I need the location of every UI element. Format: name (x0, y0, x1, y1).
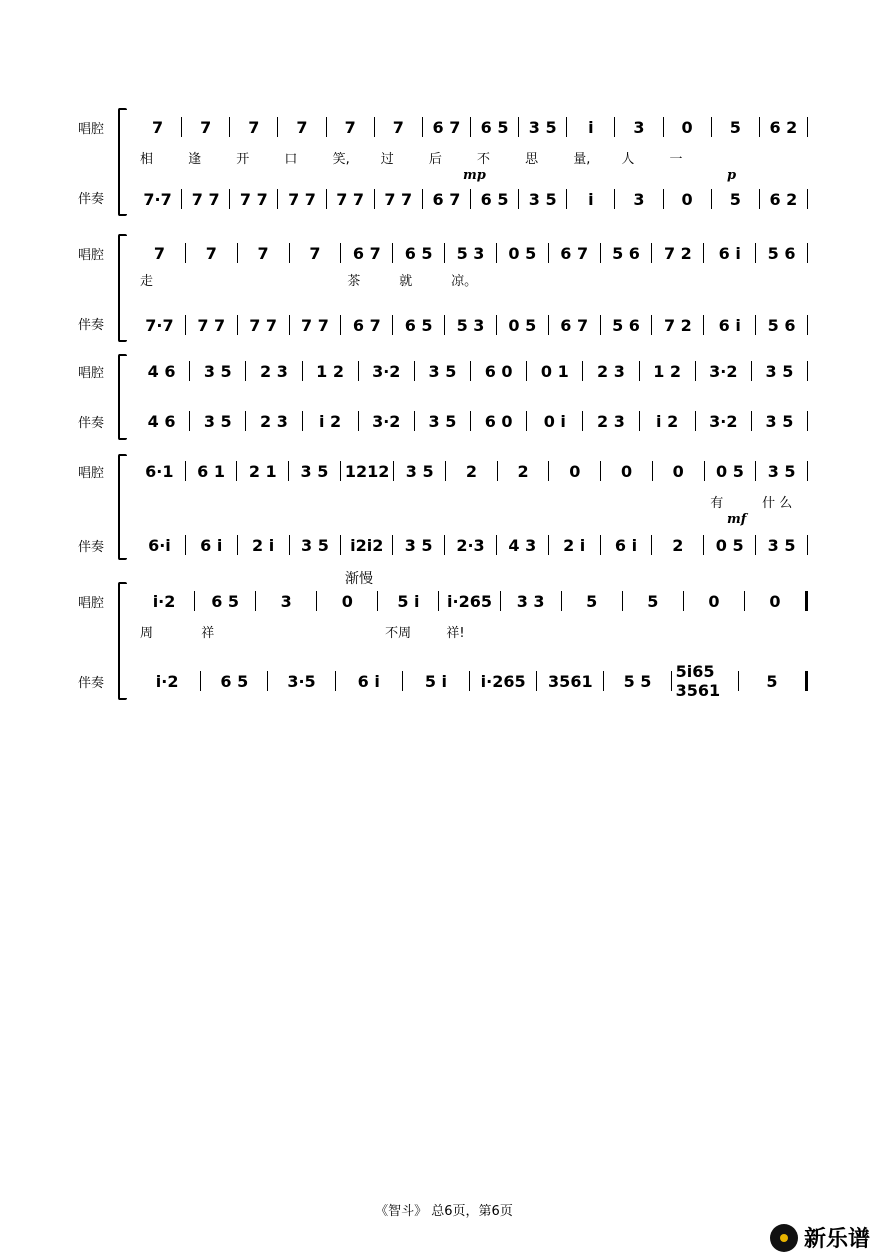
measure: 5 6 (767, 243, 796, 263)
accomp-row (134, 662, 808, 700)
system-2 (0, 226, 888, 346)
measure: 3 5 (300, 461, 329, 481)
measure: 1 2 (653, 361, 682, 381)
measure: 5 i (424, 671, 447, 691)
measure: 1212 (344, 461, 390, 481)
system-brace (118, 354, 127, 440)
measure: 6·i (148, 535, 171, 555)
lyric-syllable: 过 (380, 152, 394, 167)
measure: 3 5 (301, 535, 329, 555)
measure: 0 (672, 461, 684, 481)
logo-text: 新乐谱 (803, 1227, 870, 1252)
lyric-syllable: 口 (284, 152, 298, 167)
measure: 7 (248, 117, 260, 137)
tempo-marking: 渐慢 (345, 571, 373, 587)
measure: 7 (200, 117, 212, 137)
measure: 6 5 (480, 189, 509, 209)
measure: 3·2 (709, 411, 738, 431)
measure: 6 7 (432, 189, 461, 209)
lyric-syllable (652, 270, 704, 289)
accomp-row (134, 188, 808, 210)
measure: i·2 (155, 671, 179, 691)
barline (805, 671, 808, 691)
lyric-syllable (257, 622, 318, 641)
system-brace (118, 234, 127, 342)
measure: 7 7 (288, 189, 316, 209)
lyric-syllable (186, 492, 238, 511)
system-brace (118, 454, 127, 560)
measure: 7 (392, 117, 404, 137)
measure: 0 (769, 591, 781, 611)
measure: 6 5 (220, 671, 249, 691)
measure: i 2 (656, 411, 679, 431)
barline (807, 535, 808, 555)
measure: 6 5 (404, 243, 433, 263)
lyric-syllable (186, 270, 238, 289)
system-brace (118, 108, 127, 216)
measure: i2i2 (350, 535, 384, 555)
dynamic-p: p (727, 168, 737, 183)
voice-row (134, 590, 808, 612)
measure: 3 5 (203, 411, 232, 431)
lyrics-row (134, 148, 808, 167)
lyric-syllable: 祥 (201, 626, 215, 641)
measure: 5 3 (456, 315, 485, 335)
lyric-syllable (497, 270, 549, 289)
measure: 6·1 (145, 461, 174, 481)
measure: 7 (344, 117, 356, 137)
measure: 0 (569, 461, 581, 481)
measure: 0 5 (715, 535, 744, 555)
accomp-part-label: 伴奏 (78, 540, 105, 555)
measure: 6 2 (769, 117, 798, 137)
measure: 2 i (563, 535, 586, 555)
measure: 7 7 (239, 189, 268, 209)
system-1 (0, 100, 888, 220)
measure: 3·2 (372, 361, 401, 381)
measure: 6 0 (484, 361, 513, 381)
lyric-syllable: 思 (525, 152, 539, 167)
lyrics-row (134, 492, 808, 511)
measure: 7 (205, 243, 217, 263)
lyric-syllable (601, 492, 653, 511)
measure: 4 6 (147, 411, 176, 431)
site-logo (770, 1222, 870, 1253)
measure: 7 2 (663, 243, 692, 263)
lyric-syllable (747, 622, 808, 641)
barline (807, 117, 808, 137)
lyric-syllable: 开 (236, 152, 250, 167)
measure: 7 7 (384, 189, 413, 209)
lyric-syllable (704, 270, 756, 289)
measure: 6 i (357, 671, 380, 691)
measure: 6 5 (211, 591, 240, 611)
measure: 6 5 (480, 117, 509, 137)
voice-row (134, 116, 808, 138)
lyric-syllable: 不周 (385, 626, 412, 641)
lyric-syllable (238, 492, 290, 511)
measure: 7·7 (143, 189, 172, 209)
measure: 3 5 (528, 117, 557, 137)
measure: 4 3 (508, 535, 537, 555)
measure: 7 (152, 117, 164, 137)
measure: 5 3 (456, 243, 485, 263)
measure: 3 (280, 591, 292, 611)
voice-part-label: 唱腔 (78, 248, 105, 263)
measure: 7 7 (249, 315, 278, 335)
lyric-syllable (756, 270, 808, 289)
barline (807, 361, 808, 381)
measure: 3561 (548, 671, 593, 691)
measure: 0 i (543, 411, 566, 431)
measure: 1 2 (316, 361, 345, 381)
accomp-part-label: 伴奏 (78, 676, 105, 691)
barline (807, 461, 808, 481)
measure: 3 3 (516, 591, 545, 611)
lyric-syllable (685, 622, 746, 641)
lyric-syllable: 什 么 (762, 496, 793, 511)
measure: 3 (633, 189, 645, 209)
lyric-syllable (341, 492, 393, 511)
measure: 2 3 (597, 411, 625, 431)
lyric-syllable (563, 622, 624, 641)
lyric-syllable: 笑, (332, 152, 350, 167)
lyric-syllable: 茶 (347, 274, 361, 289)
measure: 6 2 (769, 189, 798, 209)
lyric-syllable (134, 492, 186, 511)
lyric-syllable (601, 270, 653, 289)
page-footer: 《智斗》 总6页，第6页 (375, 1204, 513, 1219)
measure: 6 5 (404, 315, 433, 335)
dynamic-mp: mp (463, 168, 486, 183)
measure: 3·2 (709, 361, 738, 381)
measure: 2 1 (248, 461, 277, 481)
lyric-syllable: 后 (428, 152, 442, 167)
measure: 6 i (718, 243, 741, 263)
lyric-syllable: 人 (621, 152, 635, 167)
barline (805, 591, 808, 611)
lyric-syllable: 逢 (188, 152, 202, 167)
system-5 (0, 568, 888, 700)
measure: 5 i (397, 591, 420, 611)
accomp-part-label: 伴奏 (78, 318, 105, 333)
measure: 5 5 (623, 671, 652, 691)
measure: 5 6 (767, 315, 796, 335)
lyric-syllable: 相 (140, 152, 154, 167)
voice-row (134, 242, 808, 264)
measure: i (588, 189, 594, 209)
measure: 5 6 (612, 315, 640, 335)
lyric-syllable: 一 (669, 152, 683, 167)
voice-row (134, 460, 808, 482)
lyric-syllable: 凉。 (451, 274, 478, 289)
record-disc-icon (770, 1224, 798, 1252)
lyric-syllable (393, 492, 445, 511)
measure: 7·7 (145, 315, 174, 335)
measure: 4 6 (147, 361, 176, 381)
lyric-syllable (549, 270, 601, 289)
lyric-syllable (652, 492, 704, 511)
measure: 2 (517, 461, 529, 481)
measure: 5 (729, 117, 741, 137)
system-3 (0, 350, 888, 440)
lyric-syllable: 量, (573, 152, 591, 167)
measure: 6 7 (432, 117, 461, 137)
voice-part-label: 唱腔 (78, 122, 105, 137)
measure: 6 i (200, 535, 223, 555)
lyric-syllable (502, 622, 563, 641)
measure: 6 0 (484, 411, 513, 431)
measure: 2 i (252, 535, 275, 555)
measure: 2 3 (260, 411, 288, 431)
measure: 5 (766, 671, 778, 691)
measure: 2 3 (597, 361, 625, 381)
lyrics-row (134, 622, 808, 641)
measure: i 2 (319, 411, 342, 431)
measure: 0 1 (540, 361, 569, 381)
measure: 6 i (614, 535, 638, 555)
barline (807, 315, 808, 335)
measure: 0 5 (715, 461, 744, 481)
measure: 5 6 (612, 243, 640, 263)
measure: 7 (153, 243, 165, 263)
lyric-syllable (760, 148, 808, 167)
measure: 3·2 (372, 411, 401, 431)
measure: i (588, 117, 594, 137)
measure: 0 (620, 461, 633, 481)
lyric-syllable: 走 (140, 274, 154, 289)
barline (807, 189, 808, 209)
lyric-syllable (290, 492, 342, 511)
measure: 0 (708, 591, 720, 611)
system-4 (0, 450, 888, 560)
accomp-row (134, 534, 808, 556)
measure: 7 (309, 243, 321, 263)
measure: 3 5 (404, 535, 433, 555)
measure: i·265 (480, 671, 526, 691)
measure: 5 (586, 591, 598, 611)
measure: 5i65 3561 (675, 662, 721, 700)
measure: 0 5 (508, 243, 537, 263)
barline (807, 243, 808, 263)
measure: 3 5 (765, 411, 794, 431)
measure: 3 5 (528, 189, 557, 209)
accomp-part-label: 伴奏 (78, 416, 105, 431)
lyric-syllable (290, 270, 342, 289)
lyric-syllable: 周 (140, 626, 154, 641)
lyrics-row (134, 270, 808, 289)
measure: 7 7 (336, 189, 365, 209)
lyric-syllable: 就 (399, 274, 413, 289)
measure: 7 2 (663, 315, 692, 335)
measure: 2 (672, 535, 684, 555)
measure: 0 5 (508, 315, 537, 335)
lyric-syllable (238, 270, 290, 289)
accomp-row (134, 410, 808, 432)
measure: 7 (257, 243, 269, 263)
measure: 0 (681, 117, 693, 137)
lyric-syllable: 不 (476, 152, 490, 167)
lyric-syllable (549, 492, 601, 511)
measure: 3 5 (428, 361, 457, 381)
measure: 6 7 (352, 315, 381, 335)
measure: 2 3 (260, 361, 288, 381)
measure: 7 (296, 117, 308, 137)
measure: 7 7 (197, 315, 226, 335)
lyric-syllable (497, 492, 549, 511)
measure: 2 (465, 461, 477, 481)
measure: 3 5 (405, 461, 434, 481)
measure: 5 (647, 591, 659, 611)
measure: 6 7 (352, 243, 381, 263)
measure: 3 5 (428, 411, 457, 431)
lyric-syllable (624, 622, 685, 641)
measure: 7 7 (191, 189, 220, 209)
measure: 3 5 (767, 535, 796, 555)
measure: i·2 (152, 591, 176, 611)
lyric-syllable (712, 148, 760, 167)
measure: 3 5 (767, 461, 796, 481)
accomp-part-label: 伴奏 (78, 192, 105, 207)
lyric-syllable (318, 622, 379, 641)
measure: 3 5 (203, 361, 232, 381)
measure: 3·5 (287, 671, 316, 691)
measure: 6 7 (560, 315, 589, 335)
measure: 5 (729, 189, 741, 209)
measure: 6 i (718, 315, 741, 335)
barline (807, 411, 808, 431)
measure: 2·3 (456, 535, 485, 555)
dynamic-mf: mf (727, 512, 747, 527)
voice-part-label: 唱腔 (78, 466, 105, 481)
voice-part-label: 唱腔 (78, 366, 105, 381)
measure: 0 (681, 189, 693, 209)
measure: 6 1 (197, 461, 225, 481)
measure: 3 (633, 117, 645, 137)
lyric-syllable: 祥! (446, 626, 465, 641)
voice-row (134, 360, 808, 382)
measure: i·265 (447, 591, 492, 611)
accomp-row (134, 314, 808, 336)
measure: 3 5 (765, 361, 794, 381)
lyric-syllable (445, 492, 497, 511)
lyric-syllable: 有 (710, 496, 724, 511)
system-brace (118, 582, 127, 700)
measure: 7 7 (301, 315, 329, 335)
measure: 6 7 (560, 243, 589, 263)
measure: 0 (341, 591, 353, 611)
voice-part-label: 唱腔 (78, 596, 105, 611)
